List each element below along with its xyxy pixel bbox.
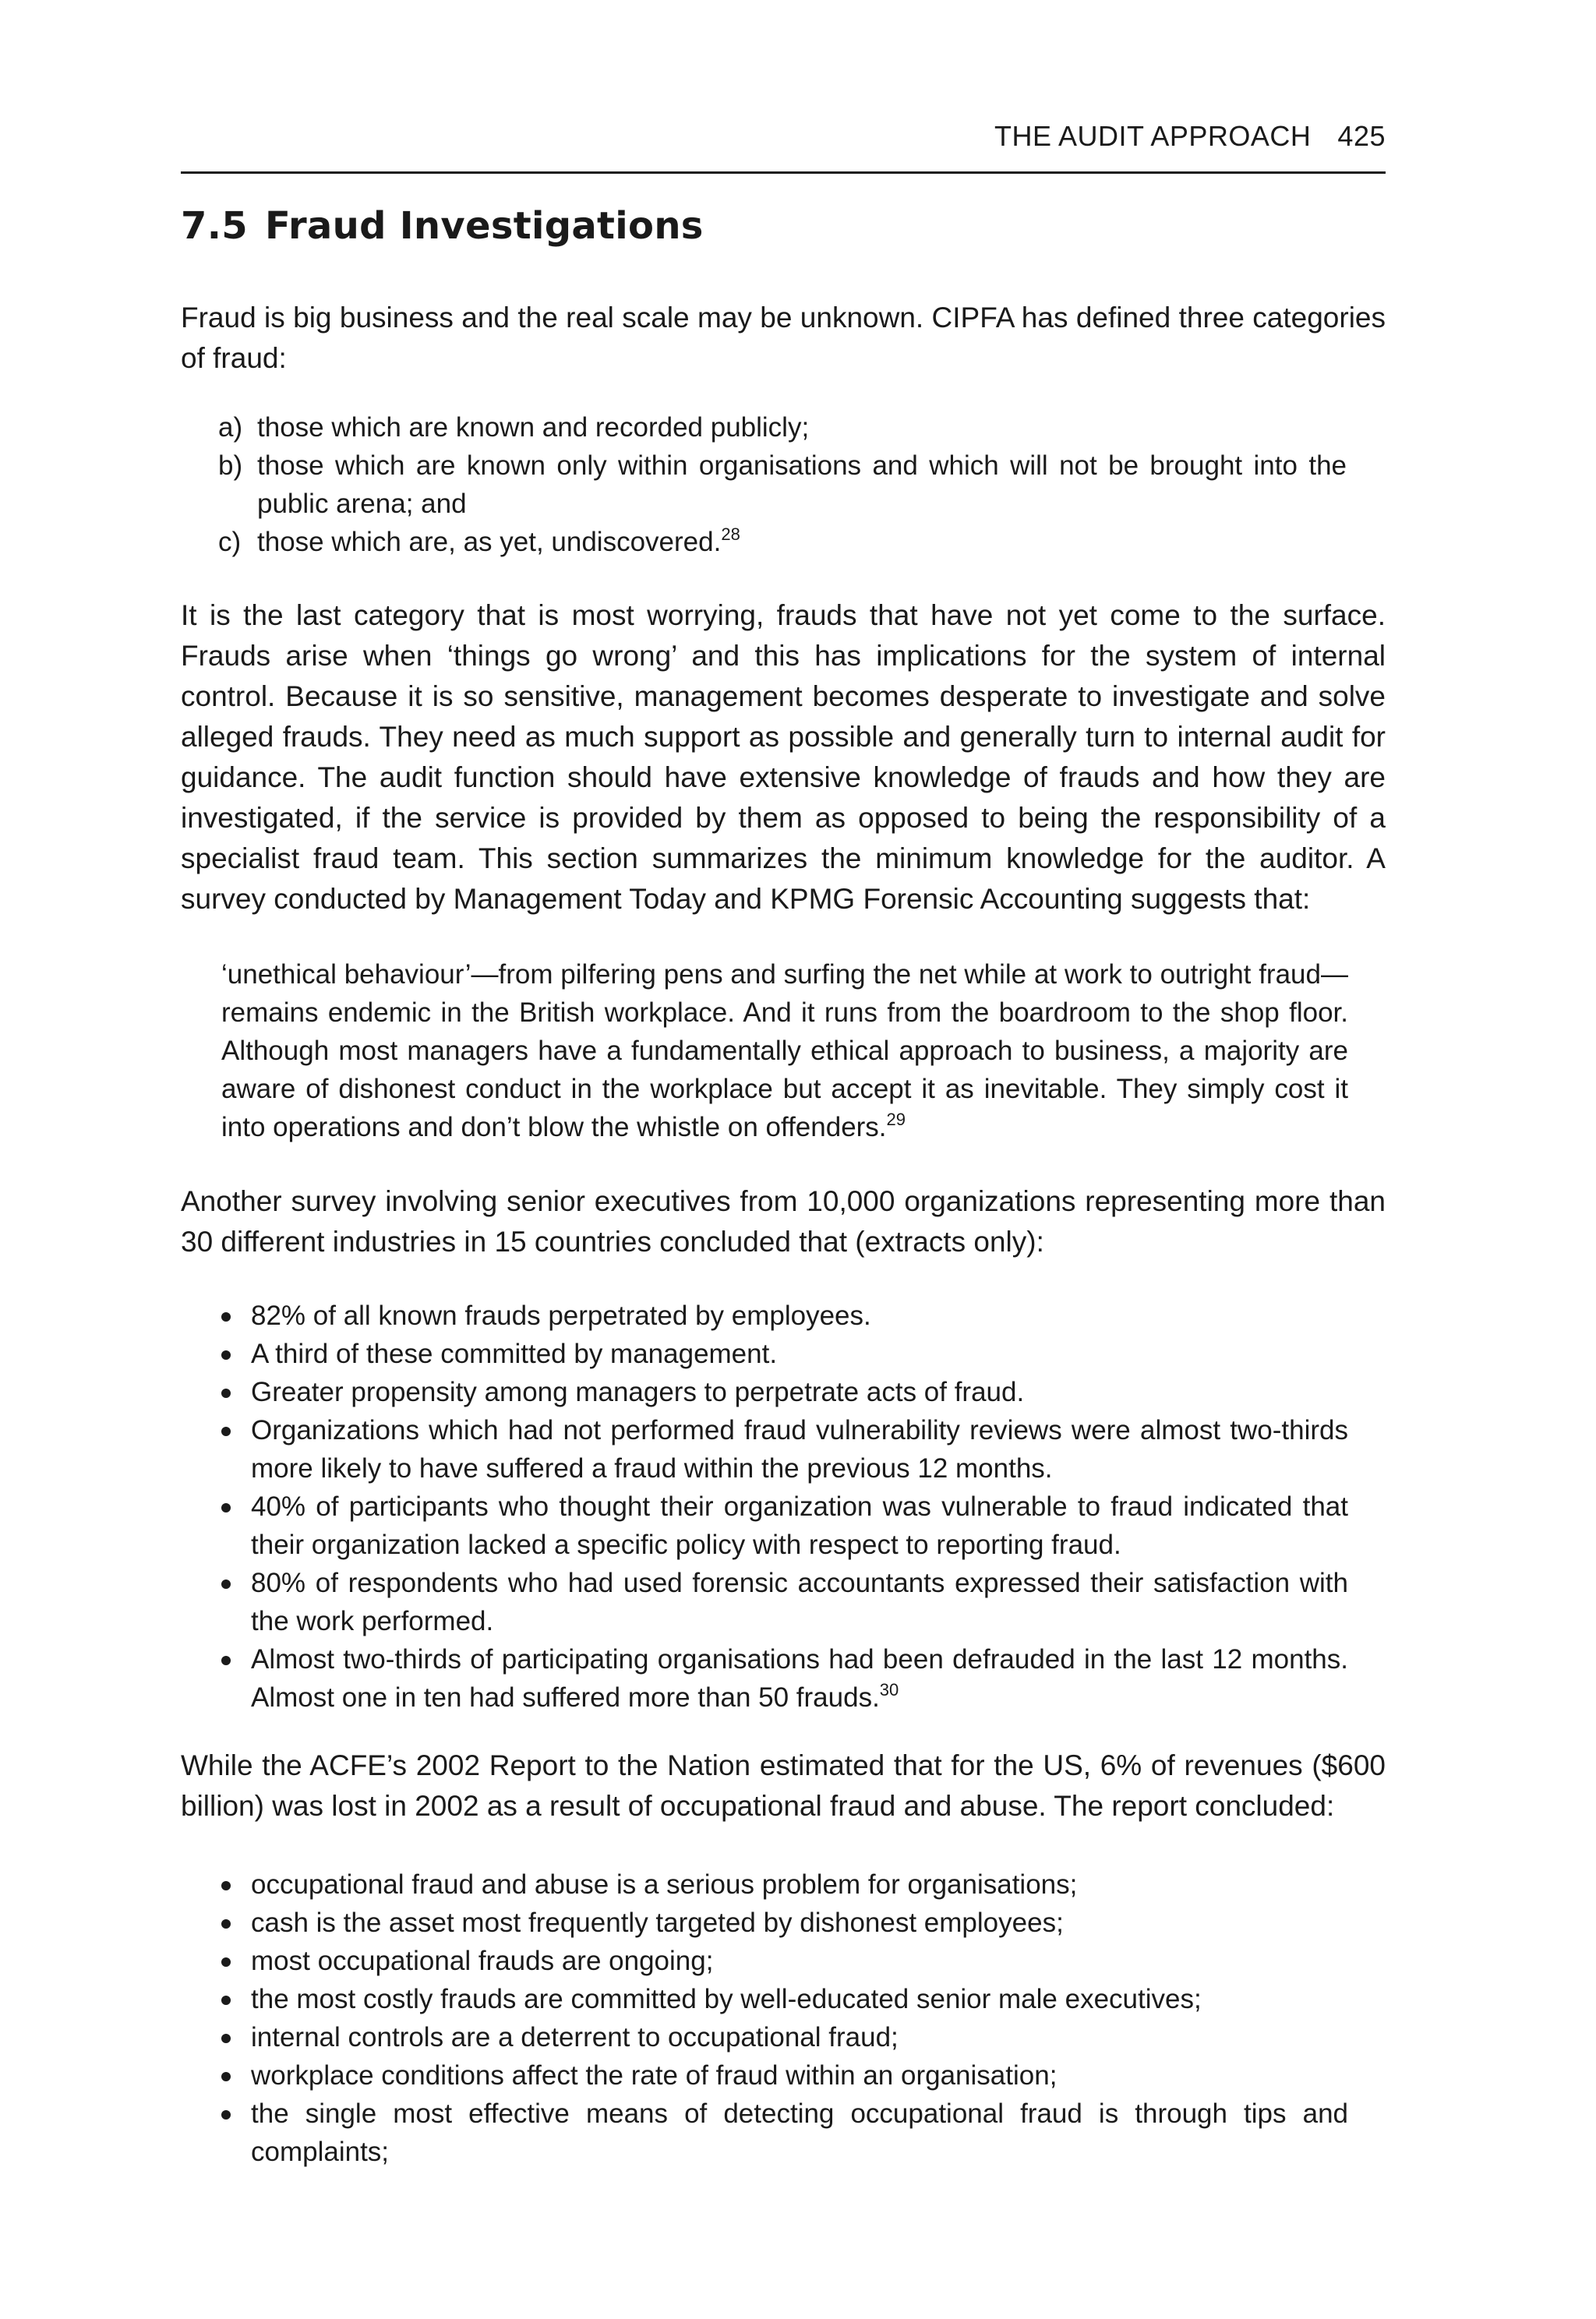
- list-item: [221, 2056, 1348, 2095]
- fraud-categories-list: [218, 408, 1347, 561]
- list-item: [221, 1373, 1348, 1411]
- list-item-text: Organizations which had not performed fraud vulnerability reviews were almost two-thirds more likely to have suffered a fraud within the previous 12 months.: [251, 1415, 1348, 1484]
- footnote-ref: 30: [879, 1680, 899, 1700]
- page-number: 425: [1337, 120, 1386, 152]
- list-item-text: those which are known only within organisations and which will not be brought into the public arena; and: [257, 450, 1347, 519]
- list-item: [218, 447, 1347, 523]
- bullet-icon: [221, 1865, 251, 1904]
- list-item-text: the most costly frauds are committed by well-educated senior male executives;: [251, 1984, 1202, 2014]
- running-head: [181, 120, 1386, 174]
- list-item-text: internal controls are a deterrent to occupational fraud;: [251, 2022, 899, 2053]
- list-item-text: Greater propensity among managers to perpetrate acts of fraud.: [251, 1377, 1025, 1407]
- list-item: [221, 2095, 1348, 2171]
- list-item: [218, 523, 1347, 561]
- list-item-text: occupational fraud and abuse is a serious problem for organisations;: [251, 1869, 1078, 1900]
- quote-text: ‘unethical behaviour’—from pilfering pens and surfing the net while at work to outright fraud—remains endemic in the British workplace. And it runs from the boardroom to the shop floor. Although most managers have a fundamentally ethical approach to business, a majority are aware of dishonest conduct in the workplace but accept it as inevitable. They simply cost it into operations and don’t blow the whistle on offenders.: [221, 959, 1348, 1142]
- body-paragraph: It is the last category that is most worrying, frauds that have not yet come to the surface. Frauds arise when ‘things go wrong’ and this has implications for the system of internal control. Because it is so sensitive, management becomes desperate to investigate and solve alleged frauds. They need as much support as possible and generally turn to internal audit for guidance. The audit function should have extensive knowledge of frauds and how they are investigated, if the service is provided by them as opposed to being the responsibility of a specialist fraud team. This section summarizes the minimum knowledge for the auditor. A survey conducted by Management Today and KPMG Forensic Accounting suggests that:: [181, 599, 1386, 915]
- list-item-text: workplace conditions affect the rate of fraud within an organisation;: [251, 2060, 1058, 2091]
- list-marker: c): [218, 527, 242, 557]
- bullet-icon: [221, 1297, 251, 1335]
- list-item: [221, 1411, 1348, 1488]
- bullet-icon: [221, 1373, 251, 1411]
- list-item-text: [251, 1640, 1348, 1717]
- bullet-icon: [221, 1980, 251, 2018]
- bullet-icon: [221, 1335, 251, 1373]
- section-heading: [181, 204, 704, 248]
- footnote-ref: 28: [721, 524, 740, 544]
- bullet-icon: [221, 1564, 251, 1640]
- bullet-icon: [221, 2056, 251, 2095]
- list-item: [221, 1904, 1348, 1942]
- list-item: [221, 1640, 1348, 1717]
- body-paragraph: While the ACFE’s 2002 Report to the Nation estimated that for the US, 6% of revenues ($600 billion) was lost in 2002 as a result of occupational fraud and abuse. The report concluded:: [181, 1749, 1386, 1822]
- bullet-icon: [221, 1411, 251, 1488]
- list-item-body: Almost two-thirds of participating organisations had been defrauded in the last 12 months. Almost one in ten had suffered more than 50 frauds.: [251, 1644, 1348, 1713]
- bullet-icon: [221, 1904, 251, 1942]
- bullet-icon: [221, 1640, 251, 1717]
- list-item: [221, 1865, 1348, 1904]
- survey-findings-list: [221, 1297, 1348, 1717]
- list-item-text: [257, 523, 1347, 561]
- footnote-ref: 29: [886, 1110, 906, 1129]
- list-marker: b): [218, 450, 243, 481]
- list-item-text: 40% of participants who thought their organization was vulnerable to fraud indicated that their organization lacked a specific policy with respect to reporting fraud.: [251, 1491, 1348, 1560]
- list-item: [221, 1564, 1348, 1640]
- section-title: Fraud Investigations: [264, 204, 704, 248]
- list-item-text: A third of these committed by management.: [251, 1339, 778, 1369]
- list-marker: a): [218, 412, 243, 443]
- list-item: [221, 2018, 1348, 2056]
- section-number: 7.5: [181, 204, 248, 248]
- bullet-icon: [221, 1942, 251, 1980]
- block-quote: [221, 955, 1348, 1146]
- list-item-text: 82% of all known frauds perpetrated by employees.: [251, 1301, 871, 1331]
- list-item-body: those which are, as yet, undiscovered.: [257, 527, 722, 557]
- list-item-text: 80% of respondents who had used forensic accountants expressed their satisfaction with the work performed.: [251, 1568, 1348, 1636]
- list-item: [221, 1942, 1348, 1980]
- bullet-icon: [221, 2095, 251, 2171]
- list-item-text: those which are known and recorded publicly;: [257, 412, 810, 443]
- list-item: [221, 1488, 1348, 1564]
- list-item-text: the single most effective means of detecting occupational fraud is through tips and complaints;: [251, 2098, 1348, 2167]
- bullet-icon: [221, 1488, 251, 1564]
- list-item-text: most occupational frauds are ongoing;: [251, 1946, 714, 1976]
- body-paragraph: Another survey involving senior executives from 10,000 organizations representing more than 30 different industries in 15 countries concluded that (extracts only):: [181, 1185, 1386, 1258]
- list-item: [218, 408, 1347, 447]
- bullet-icon: [221, 2018, 251, 2056]
- running-head-title: THE AUDIT APPROACH: [994, 120, 1312, 152]
- list-item: [221, 1335, 1348, 1373]
- report-conclusions-list: [221, 1865, 1348, 2171]
- intro-paragraph: Fraud is big business and the real scale may be unknown. CIPFA has defined three categories of fraud:: [181, 302, 1386, 374]
- list-item: [221, 1297, 1348, 1335]
- list-item: [221, 1980, 1348, 2018]
- list-item-text: cash is the asset most frequently targeted by dishonest employees;: [251, 1908, 1064, 1938]
